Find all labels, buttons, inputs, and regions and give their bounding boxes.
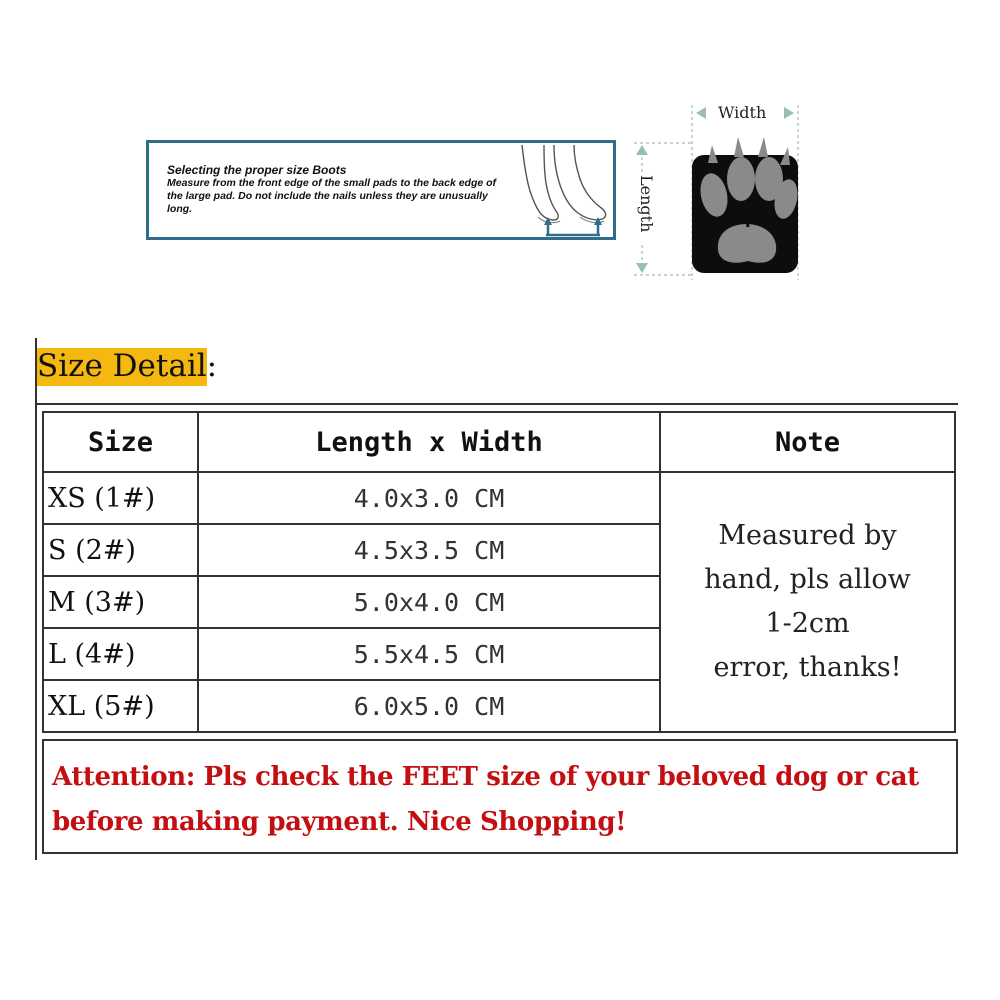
attention-text: Attention: Pls check the FEET size of your beloved dog or cat before making payment. Nice Shopping! [52,762,919,837]
paw-diagram [626,95,816,285]
note-cell [660,472,955,732]
attention-box [42,739,958,854]
size-cell: S (2#) [43,524,198,576]
instructions-body: Measure from the front edge of the small pads to the back edge of the large pad. Do not include the nails unless they are unusually long. [167,177,497,215]
note-line: hand, pls allow [704,564,911,595]
dimensions-cell: 5.5x4.5 CM [198,628,660,680]
size-detail-heading [37,348,217,384]
header-note: Note [660,412,955,472]
table-row [43,472,955,524]
instructions-text [167,163,497,216]
size-table-frame [37,403,958,738]
dimensions-cell: 6.0x5.0 CM [198,680,660,732]
heading-suffix: : [206,348,218,384]
note-line: error, thanks! [713,652,902,683]
size-cell: XL (5#) [43,680,198,732]
note-line: Measured by [718,520,897,551]
instructions-title: Selecting the proper size Boots [167,163,347,177]
dimensions-cell: 5.0x4.0 CM [198,576,660,628]
size-cell: M (3#) [43,576,198,628]
dimensions-cell: 4.5x3.5 CM [198,524,660,576]
size-table [42,411,956,733]
dog-foot-sketch-icon [504,143,619,239]
dimensions-cell: 4.0x3.0 CM [198,472,660,524]
size-cell: XS (1#) [43,472,198,524]
heading-highlight: Size Detail [37,348,207,384]
width-label: Width [718,103,767,122]
measuring-instructions-box [146,140,616,240]
table-header-row [43,412,955,472]
length-label: Length [637,175,656,233]
note-line: 1-2cm [765,608,850,639]
header-length-width: Length x Width [198,412,660,472]
size-cell: L (4#) [43,628,198,680]
header-size: Size [43,412,198,472]
